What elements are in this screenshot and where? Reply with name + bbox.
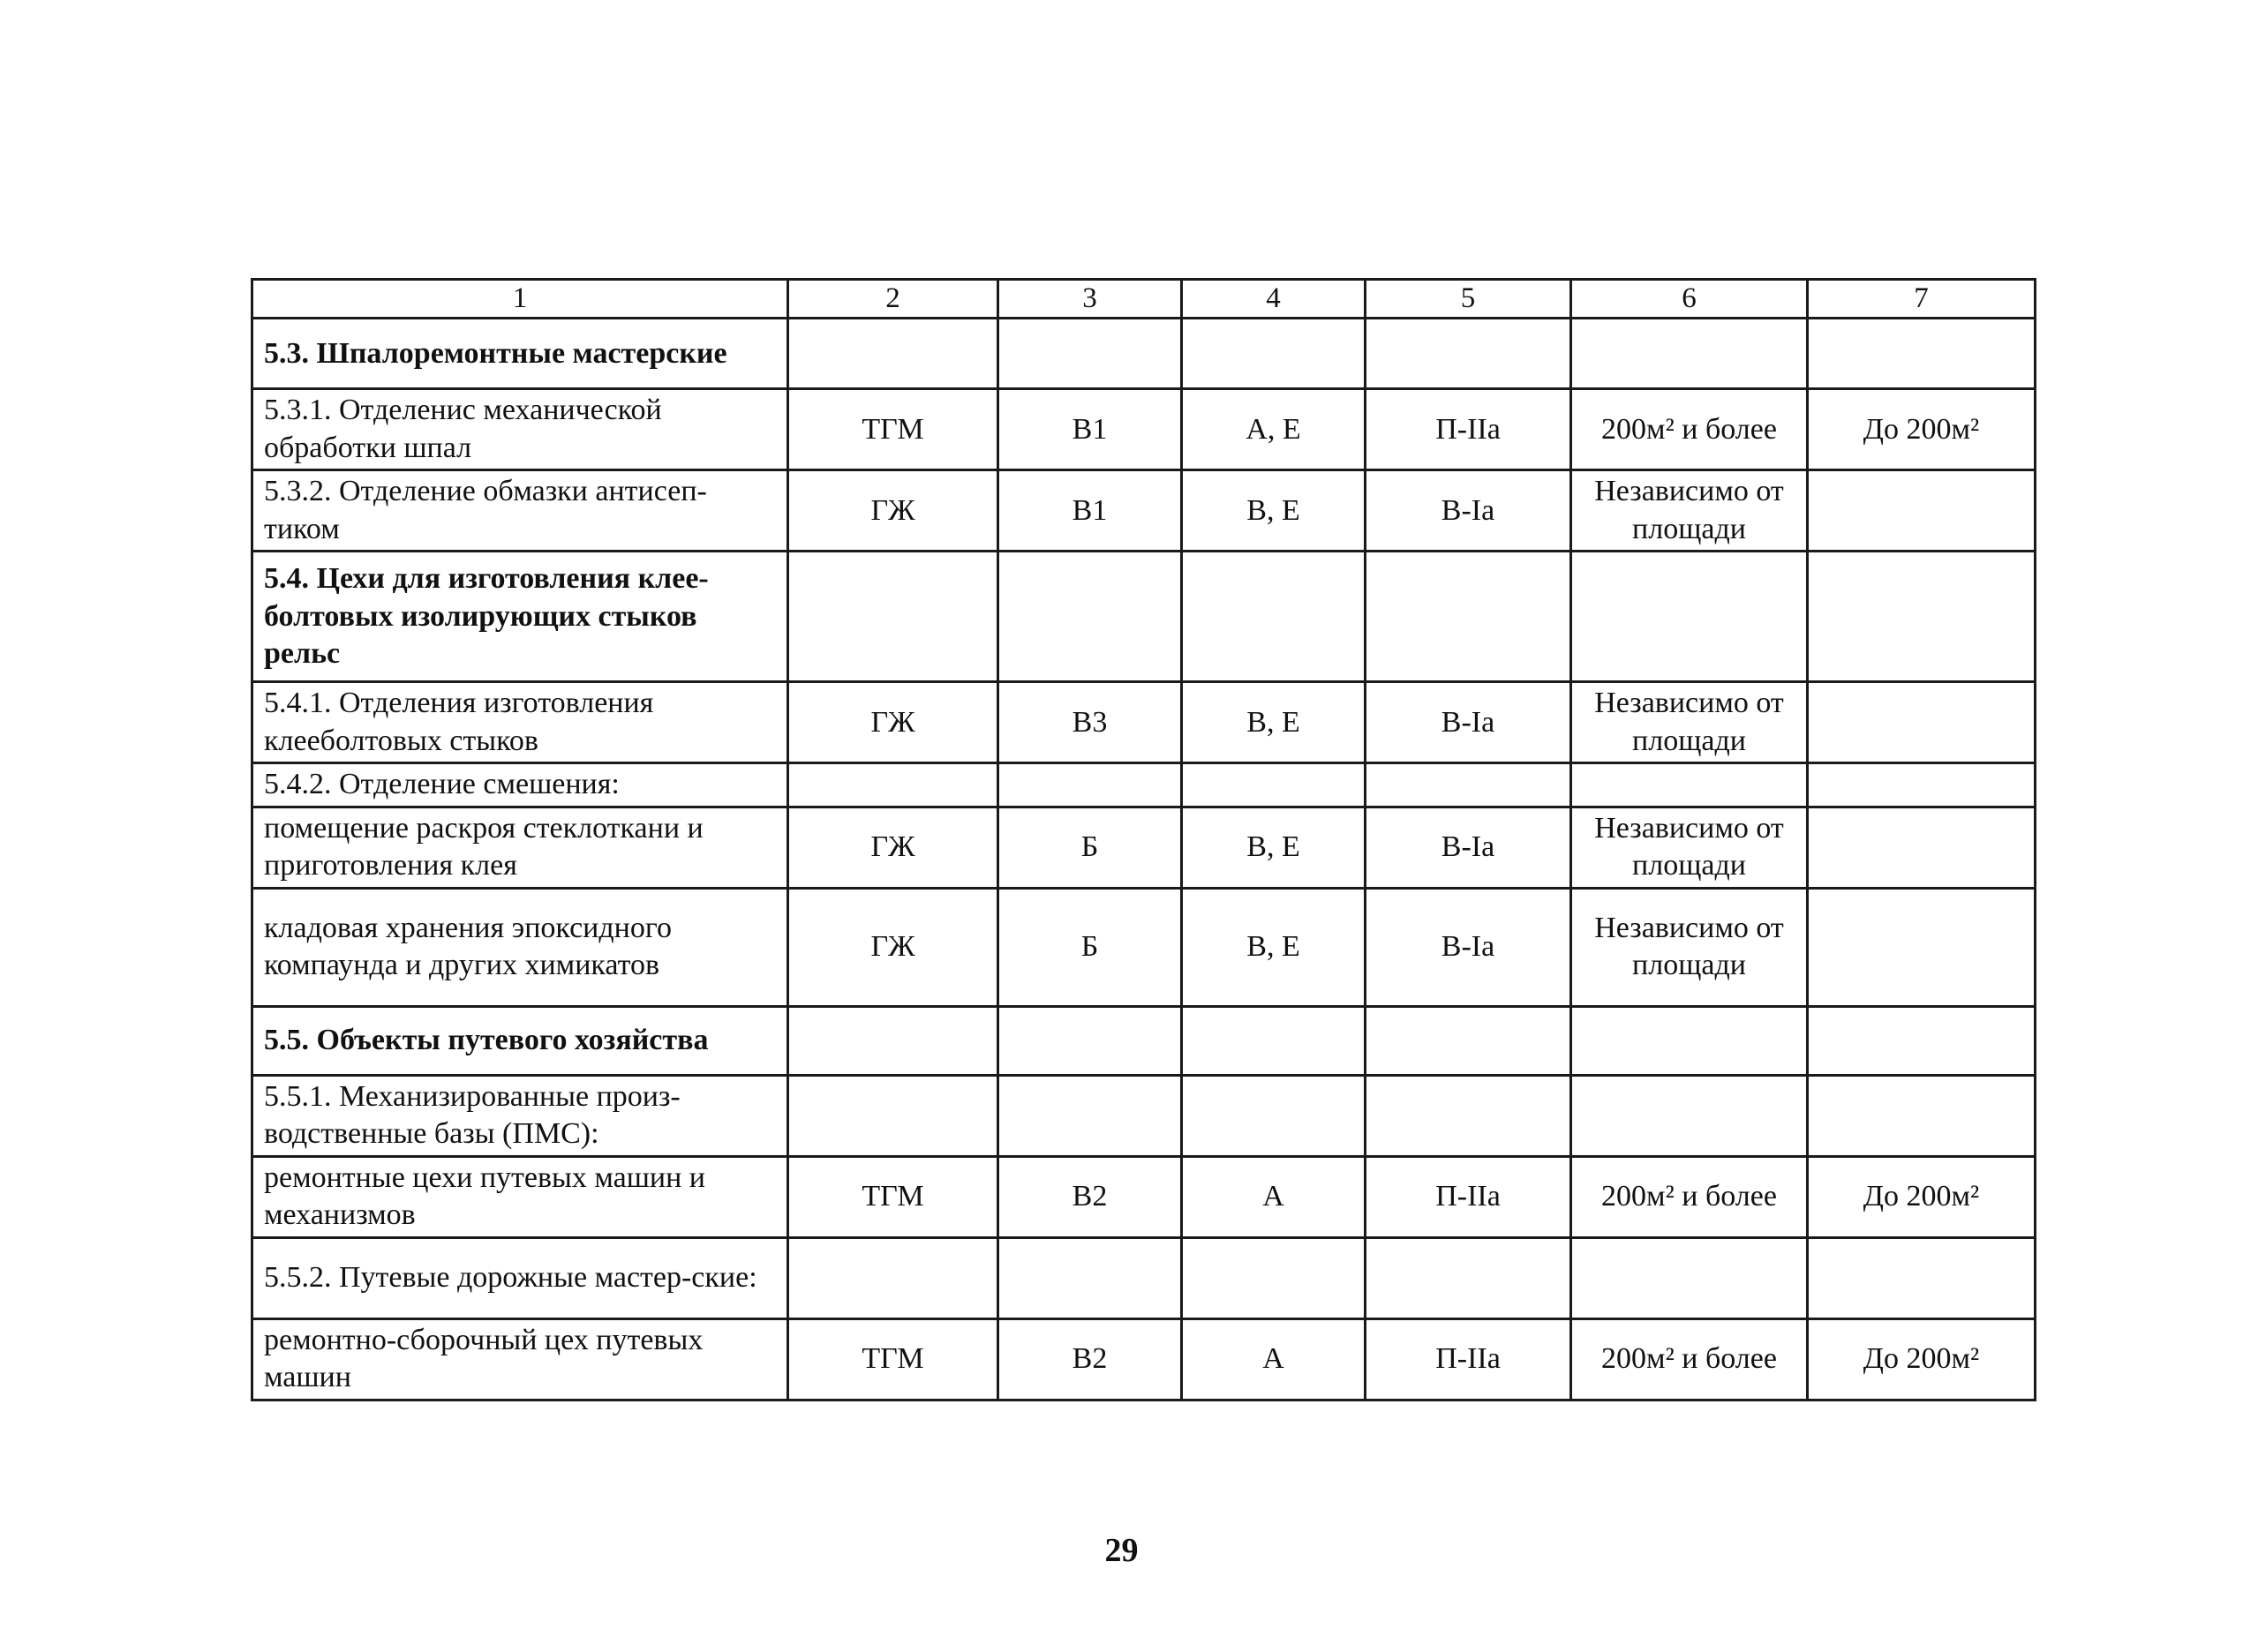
cell-col2 [788, 552, 998, 682]
cell-col7 [1808, 763, 2036, 807]
cell-col3: В1 [998, 389, 1182, 470]
cell-col6 [1571, 763, 1808, 807]
cell-col5 [1366, 1006, 1571, 1075]
cell-col6: Независимо от площади [1571, 807, 1808, 888]
cell-col4 [1182, 763, 1366, 807]
cell-col5 [1366, 1075, 1571, 1156]
cell-name: 5.5. Объекты путевого хозяйства [252, 1006, 788, 1075]
cell-col6 [1571, 552, 1808, 682]
cell-col7 [1808, 552, 2036, 682]
cell-col4: А [1182, 1156, 1366, 1237]
cell-col4: В, Е [1182, 682, 1366, 763]
cell-col7: До 200м² [1808, 389, 2036, 470]
cell-col7: До 200м² [1808, 1156, 2036, 1237]
table-row [252, 1237, 2036, 1318]
cell-col2: ГЖ [788, 888, 998, 1006]
cell-col3: В3 [998, 682, 1182, 763]
cell-col4: А, Е [1182, 389, 1366, 470]
cell-col5: В-Ia [1366, 470, 1571, 552]
cell-col7 [1808, 470, 2036, 552]
cell-col6: 200м² и более [1571, 1156, 1808, 1237]
cell-col3: В2 [998, 1156, 1182, 1237]
cell-col3: Б [998, 807, 1182, 888]
cell-col6: 200м² и более [1571, 389, 1808, 470]
cell-name: 5.5.1. Механизированные произ-водственные базы (ПМС): [252, 1075, 788, 1156]
cell-col7 [1808, 807, 2036, 888]
cell-col2: ТГМ [788, 389, 998, 470]
table-row [252, 470, 2036, 552]
column-header: 5 [1366, 280, 1571, 319]
cell-col5: П-IIa [1366, 1318, 1571, 1400]
cell-col4: В, Е [1182, 888, 1366, 1006]
cell-col5 [1366, 763, 1571, 807]
cell-col5 [1366, 1237, 1571, 1318]
table-row [252, 1318, 2036, 1400]
section-row [252, 319, 2036, 389]
cell-name: 5.3.1. Отделенис механической обработки шпал [252, 389, 788, 470]
cell-col6: Независимо от площади [1571, 682, 1808, 763]
cell-col2: ТГМ [788, 1318, 998, 1400]
cell-name: помещение раскроя стеклоткани и приготовления клея [252, 807, 788, 888]
column-header: 2 [788, 280, 998, 319]
cell-col6 [1571, 319, 1808, 389]
cell-col3 [998, 1006, 1182, 1075]
cell-col7 [1808, 1075, 2036, 1156]
cell-name: 5.3.2. Отделение обмазки антисеп-тиком [252, 470, 788, 552]
cell-col5: В-Ia [1366, 682, 1571, 763]
table-row [252, 807, 2036, 888]
cell-name: ремонтно-сборочный цех путевых машин [252, 1318, 788, 1400]
cell-name: 5.4.2. Отделение смешения: [252, 763, 788, 807]
cell-col2 [788, 763, 998, 807]
cell-col5 [1366, 552, 1571, 682]
cell-col7: До 200м² [1808, 1318, 2036, 1400]
cell-col5: В-Ia [1366, 807, 1571, 888]
cell-col2: ГЖ [788, 470, 998, 552]
section-row [252, 552, 2036, 682]
table-row [252, 888, 2036, 1006]
column-header: 7 [1808, 280, 2036, 319]
cell-col3 [998, 763, 1182, 807]
cell-col2 [788, 319, 998, 389]
cell-col3: В2 [998, 1318, 1182, 1400]
cell-col6 [1571, 1075, 1808, 1156]
section-row [252, 1006, 2036, 1075]
cell-col3 [998, 552, 1182, 682]
cell-col6: Независимо от площади [1571, 470, 1808, 552]
cell-col3 [998, 1075, 1182, 1156]
cell-col3 [998, 319, 1182, 389]
column-header: 4 [1182, 280, 1366, 319]
cell-name: 5.3. Шпалоремонтные мастерские [252, 319, 788, 389]
cell-col6 [1571, 1006, 1808, 1075]
cell-col4 [1182, 1237, 1366, 1318]
classification-table [251, 278, 2036, 1401]
cell-col2 [788, 1075, 998, 1156]
cell-col4 [1182, 1006, 1366, 1075]
column-header: 1 [252, 280, 788, 319]
cell-name: кладовая хранения эпоксидного компаунда и других химикатов [252, 888, 788, 1006]
cell-name: 5.5.2. Путевые дорожные мастер-ские: [252, 1237, 788, 1318]
cell-col3: Б [998, 888, 1182, 1006]
cell-col7 [1808, 319, 2036, 389]
cell-name: 5.4.1. Отделения изготовления клееболтовых стыков [252, 682, 788, 763]
cell-col2: ГЖ [788, 807, 998, 888]
cell-col7 [1808, 1237, 2036, 1318]
cell-col7 [1808, 682, 2036, 763]
cell-col6 [1571, 1237, 1808, 1318]
table-header-row [252, 280, 2036, 319]
column-header: 3 [998, 280, 1182, 319]
cell-col4: А [1182, 1318, 1366, 1400]
cell-col2 [788, 1237, 998, 1318]
table-row [252, 1075, 2036, 1156]
cell-name: ремонтные цехи путевых машин и механизмов [252, 1156, 788, 1237]
table-row [252, 763, 2036, 807]
table-row [252, 1156, 2036, 1237]
cell-col2 [788, 1006, 998, 1075]
cell-col4: В, Е [1182, 470, 1366, 552]
table-row [252, 389, 2036, 470]
cell-col5: П-IIa [1366, 1156, 1571, 1237]
cell-col5: В-Ia [1366, 888, 1571, 1006]
cell-col4: В, Е [1182, 807, 1366, 888]
cell-col5 [1366, 319, 1571, 389]
cell-col6: 200м² и более [1571, 1318, 1808, 1400]
cell-col3: В1 [998, 470, 1182, 552]
table-row [252, 682, 2036, 763]
column-header: 6 [1571, 280, 1808, 319]
cell-col2: ТГМ [788, 1156, 998, 1237]
cell-col4 [1182, 319, 1366, 389]
page-number: 29 [1104, 1532, 1139, 1569]
cell-col3 [998, 1237, 1182, 1318]
cell-col4 [1182, 1075, 1366, 1156]
cell-col7 [1808, 888, 2036, 1006]
cell-col4 [1182, 552, 1366, 682]
cell-col7 [1808, 1006, 2036, 1075]
cell-col2: ГЖ [788, 682, 998, 763]
cell-col6: Независимо от площади [1571, 888, 1808, 1006]
cell-col5: П-IIa [1366, 389, 1571, 470]
cell-name: 5.4. Цехи для изготовления клее-болтовых изолирующих стыков рельс [252, 552, 788, 682]
